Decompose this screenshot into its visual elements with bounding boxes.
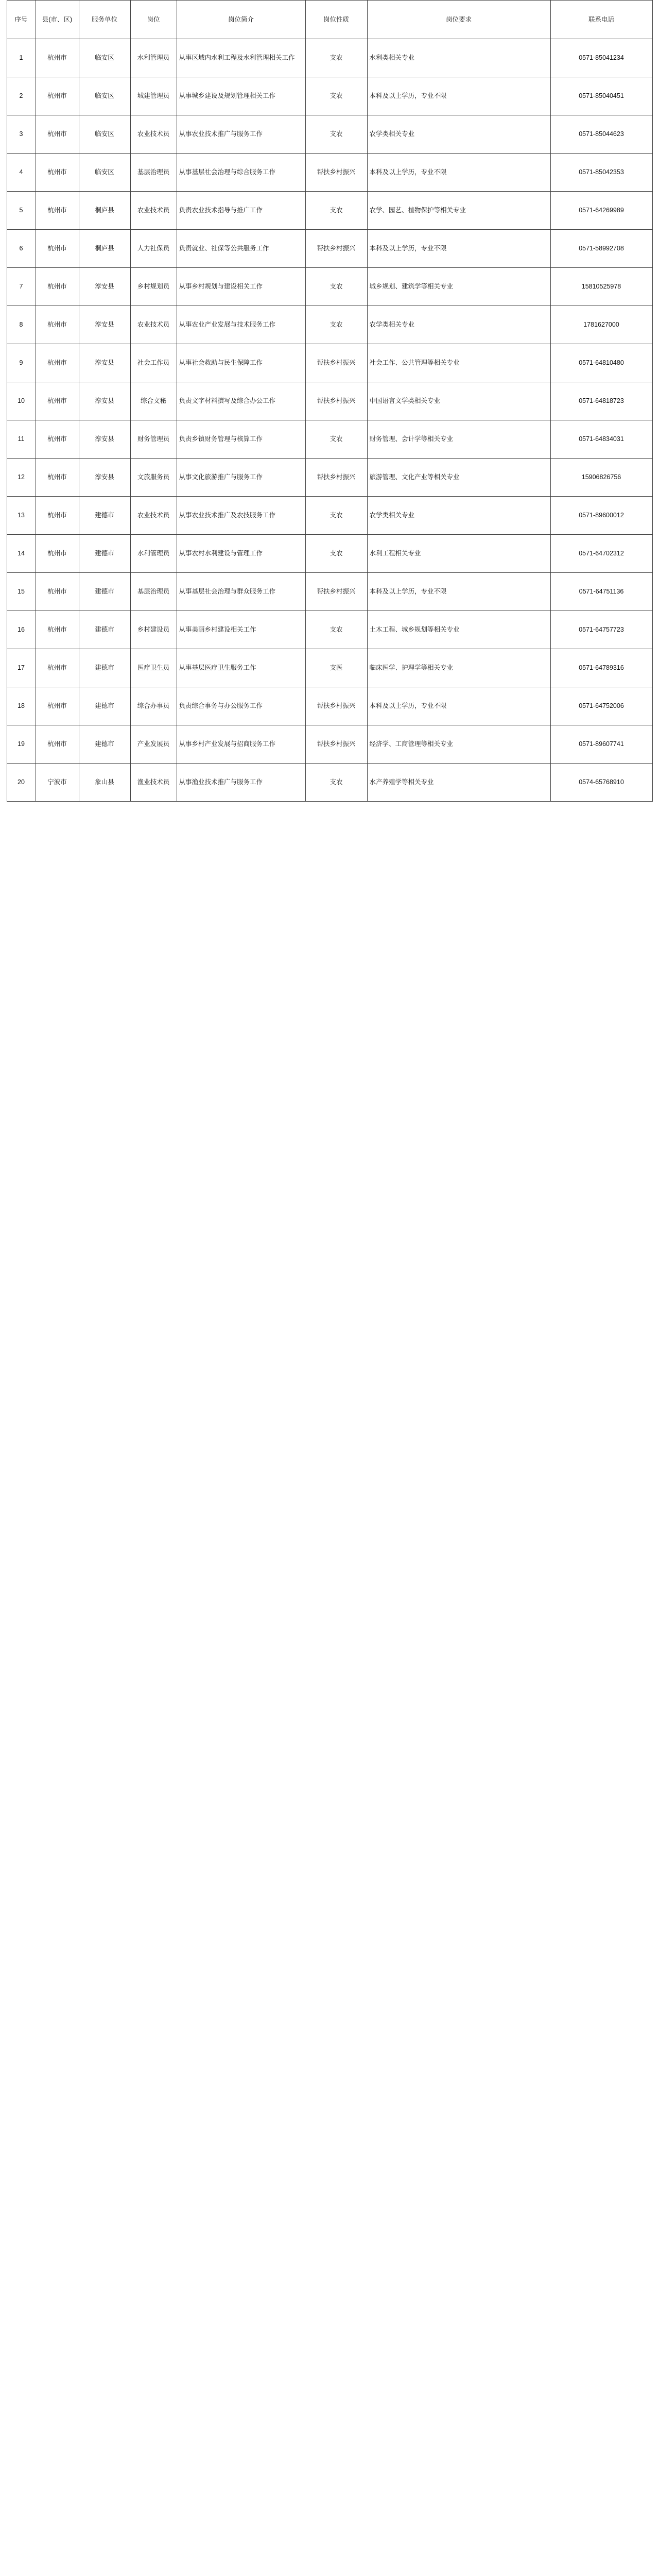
table-cell: 帮扶乡村振兴 [305, 344, 367, 382]
table-cell: 土木工程、城乡规划等相关专业 [367, 611, 550, 649]
table-cell: 农学类相关专业 [367, 497, 550, 535]
table-cell: 0571-89607741 [550, 725, 652, 764]
table-cell: 基层治理员 [130, 154, 177, 192]
table-cell: 水利管理员 [130, 535, 177, 573]
table-cell: 0571-64818723 [550, 382, 652, 420]
table-cell: 淳安县 [79, 382, 130, 420]
table-cell: 建德市 [79, 649, 130, 687]
table-cell: 杭州市 [36, 687, 79, 725]
table-cell: 建德市 [79, 611, 130, 649]
table-cell: 农业技术员 [130, 192, 177, 230]
table-cell: 建德市 [79, 687, 130, 725]
table-cell: 0571-85042353 [550, 154, 652, 192]
table-cell: 1781627000 [550, 306, 652, 344]
table-cell: 12 [7, 459, 36, 497]
table-cell: 宁波市 [36, 764, 79, 802]
table-cell: 从事农业技术推广及农技服务工作 [177, 497, 305, 535]
table-cell: 人力社保员 [130, 230, 177, 268]
table-cell: 水利管理员 [130, 39, 177, 77]
header-cell: 岗位要求 [367, 1, 550, 39]
table-cell: 0571-58992708 [550, 230, 652, 268]
table-cell: 农学类相关专业 [367, 115, 550, 154]
table-cell: 从事基层社会治理与群众服务工作 [177, 573, 305, 611]
table-cell: 帮扶乡村振兴 [305, 154, 367, 192]
table-cell: 负责综合事务与办公服务工作 [177, 687, 305, 725]
table-cell: 帮扶乡村振兴 [305, 687, 367, 725]
header-cell: 岗位简介 [177, 1, 305, 39]
table-cell: 建德市 [79, 725, 130, 764]
table-cell: 从事农业产业发展与技术服务工作 [177, 306, 305, 344]
table-cell: 产业发展员 [130, 725, 177, 764]
table-cell: 杭州市 [36, 459, 79, 497]
table-row [7, 611, 652, 649]
table-row [7, 420, 652, 459]
table-cell: 医疗卫生员 [130, 649, 177, 687]
table-cell: 支农 [305, 497, 367, 535]
table-cell: 从事渔业技术推广与服务工作 [177, 764, 305, 802]
table-row [7, 39, 652, 77]
table-cell: 支农 [305, 192, 367, 230]
table-cell: 杭州市 [36, 154, 79, 192]
table-cell: 支农 [305, 115, 367, 154]
table-row [7, 192, 652, 230]
table-cell: 乡村建设员 [130, 611, 177, 649]
table-row [7, 154, 652, 192]
table-cell: 农学、园艺、植物保护等相关专业 [367, 192, 550, 230]
table-cell: 7 [7, 268, 36, 306]
table-cell: 淳安县 [79, 420, 130, 459]
table-cell: 从事社会救助与民生保障工作 [177, 344, 305, 382]
header-cell: 服务单位 [79, 1, 130, 39]
table-cell: 0571-85041234 [550, 39, 652, 77]
table-cell: 支农 [305, 306, 367, 344]
table-cell: 杭州市 [36, 115, 79, 154]
header-cell: 县(市、区) [36, 1, 79, 39]
table-cell: 帮扶乡村振兴 [305, 573, 367, 611]
header-row [7, 1, 652, 39]
table-cell: 杭州市 [36, 39, 79, 77]
table-cell: 0571-64757723 [550, 611, 652, 649]
table-cell: 杭州市 [36, 268, 79, 306]
table-cell: 负责农业技术指导与推广工作 [177, 192, 305, 230]
table-cell: 0571-64702312 [550, 535, 652, 573]
table-cell: 杭州市 [36, 573, 79, 611]
table-cell: 本科及以上学历，专业不限 [367, 230, 550, 268]
table-cell: 杭州市 [36, 306, 79, 344]
table-cell: 基层治理员 [130, 573, 177, 611]
table-cell: 负责乡镇财务管理与核算工作 [177, 420, 305, 459]
table-cell: 支农 [305, 420, 367, 459]
table-cell: 14 [7, 535, 36, 573]
table-cell: 杭州市 [36, 420, 79, 459]
table-cell: 0571-89600012 [550, 497, 652, 535]
table-cell: 象山县 [79, 764, 130, 802]
table-cell: 本科及以上学历，专业不限 [367, 573, 550, 611]
table-cell: 从事乡村产业发展与招商服务工作 [177, 725, 305, 764]
table-cell: 从事文化旅游推广与服务工作 [177, 459, 305, 497]
table-cell: 建德市 [79, 497, 130, 535]
table-cell: 0571-64789316 [550, 649, 652, 687]
table-cell: 从事农村水利建设与管理工作 [177, 535, 305, 573]
table-cell: 水利工程相关专业 [367, 535, 550, 573]
table-cell: 社会工作、公共管理等相关专业 [367, 344, 550, 382]
table-cell: 从事基层医疗卫生服务工作 [177, 649, 305, 687]
table-row [7, 687, 652, 725]
table-cell: 杭州市 [36, 649, 79, 687]
table-cell: 桐庐县 [79, 230, 130, 268]
table-cell: 乡村规划员 [130, 268, 177, 306]
table-cell: 0571-64834031 [550, 420, 652, 459]
table-cell: 8 [7, 306, 36, 344]
table-cell: 从事美丽乡村建设相关工作 [177, 611, 305, 649]
table-cell: 建德市 [79, 535, 130, 573]
table-cell: 旅游管理、文化产业等相关专业 [367, 459, 550, 497]
table-cell: 13 [7, 497, 36, 535]
table-cell: 从事区域内水利工程及水利管理相关工作 [177, 39, 305, 77]
table-cell: 0571-64810480 [550, 344, 652, 382]
table-cell: 0571-64269989 [550, 192, 652, 230]
table-cell: 水利类相关专业 [367, 39, 550, 77]
table-cell: 19 [7, 725, 36, 764]
table-cell: 淳安县 [79, 344, 130, 382]
table-cell: 杭州市 [36, 382, 79, 420]
table-cell: 杭州市 [36, 230, 79, 268]
table-cell: 5 [7, 192, 36, 230]
table-cell: 0571-85044623 [550, 115, 652, 154]
table-cell: 6 [7, 230, 36, 268]
table-cell: 从事基层社会治理与综合服务工作 [177, 154, 305, 192]
table-cell: 本科及以上学历，专业不限 [367, 687, 550, 725]
table-row [7, 268, 652, 306]
table-cell: 支农 [305, 611, 367, 649]
table-cell: 社会工作员 [130, 344, 177, 382]
table-row [7, 764, 652, 802]
table-cell: 临安区 [79, 77, 130, 115]
table-cell: 城建管理员 [130, 77, 177, 115]
table-cell: 杭州市 [36, 344, 79, 382]
table-cell: 淳安县 [79, 306, 130, 344]
table-cell: 支农 [305, 77, 367, 115]
table-cell: 18 [7, 687, 36, 725]
table-cell: 10 [7, 382, 36, 420]
table-cell: 15810525978 [550, 268, 652, 306]
table-row [7, 573, 652, 611]
table-cell: 渔业技术员 [130, 764, 177, 802]
table-cell: 从事乡村规划与建设相关工作 [177, 268, 305, 306]
table-cell: 农学类相关专业 [367, 306, 550, 344]
table-cell: 支农 [305, 535, 367, 573]
table-cell: 3 [7, 115, 36, 154]
table-cell: 综合文秘 [130, 382, 177, 420]
recruitment-table [7, 0, 653, 802]
table-cell: 帮扶乡村振兴 [305, 459, 367, 497]
table-row [7, 535, 652, 573]
table-cell: 杭州市 [36, 497, 79, 535]
table-cell: 临安区 [79, 115, 130, 154]
table-cell: 城乡规划、建筑学等相关专业 [367, 268, 550, 306]
table-cell: 负责就业、社保等公共服务工作 [177, 230, 305, 268]
table-row [7, 382, 652, 420]
table-cell: 临床医学、护理学等相关专业 [367, 649, 550, 687]
table-cell: 杭州市 [36, 725, 79, 764]
table-cell: 支医 [305, 649, 367, 687]
table-cell: 支农 [305, 764, 367, 802]
table-cell: 20 [7, 764, 36, 802]
table-cell: 综合办事员 [130, 687, 177, 725]
table-cell: 农业技术员 [130, 306, 177, 344]
table-cell: 15 [7, 573, 36, 611]
table-cell: 杭州市 [36, 611, 79, 649]
table-row [7, 649, 652, 687]
table-cell: 淳安县 [79, 268, 130, 306]
table-cell: 帮扶乡村振兴 [305, 382, 367, 420]
table-row [7, 344, 652, 382]
table-row [7, 77, 652, 115]
table-row [7, 725, 652, 764]
table-cell: 1 [7, 39, 36, 77]
table-cell: 11 [7, 420, 36, 459]
table-cell: 从事城乡建设及规划管理相关工作 [177, 77, 305, 115]
table-cell: 文旅服务员 [130, 459, 177, 497]
table-cell: 桐庐县 [79, 192, 130, 230]
header-cell: 岗位性质 [305, 1, 367, 39]
table-cell: 0571-64751136 [550, 573, 652, 611]
table-row [7, 306, 652, 344]
table-cell: 支农 [305, 39, 367, 77]
table-cell: 16 [7, 611, 36, 649]
table-cell: 经济学、工商管理等相关专业 [367, 725, 550, 764]
table-cell: 9 [7, 344, 36, 382]
table-cell: 淳安县 [79, 459, 130, 497]
table-cell: 杭州市 [36, 192, 79, 230]
table-cell: 从事农业技术推广与服务工作 [177, 115, 305, 154]
header-cell: 联系电话 [550, 1, 652, 39]
table-cell: 15906826756 [550, 459, 652, 497]
table-cell: 0574-65768910 [550, 764, 652, 802]
table-row [7, 115, 652, 154]
table-cell: 2 [7, 77, 36, 115]
table-cell: 财务管理员 [130, 420, 177, 459]
table-cell: 本科及以上学历，专业不限 [367, 77, 550, 115]
table-cell: 4 [7, 154, 36, 192]
table-cell: 农业技术员 [130, 497, 177, 535]
table-cell: 建德市 [79, 573, 130, 611]
header-cell: 序号 [7, 1, 36, 39]
table-cell: 杭州市 [36, 535, 79, 573]
table-cell: 水产养殖学等相关专业 [367, 764, 550, 802]
table-cell: 帮扶乡村振兴 [305, 725, 367, 764]
table-row [7, 230, 652, 268]
table-cell: 17 [7, 649, 36, 687]
table-cell: 支农 [305, 268, 367, 306]
header-cell: 岗位 [130, 1, 177, 39]
table-cell: 帮扶乡村振兴 [305, 230, 367, 268]
table-cell: 0571-85040451 [550, 77, 652, 115]
table-cell: 负责文字材料撰写及综合办公工作 [177, 382, 305, 420]
table-cell: 临安区 [79, 39, 130, 77]
table-cell: 财务管理、会计学等相关专业 [367, 420, 550, 459]
table-row [7, 459, 652, 497]
table-cell: 本科及以上学历，专业不限 [367, 154, 550, 192]
table-cell: 0571-64752006 [550, 687, 652, 725]
table-cell: 中国语言文学类相关专业 [367, 382, 550, 420]
table-cell: 临安区 [79, 154, 130, 192]
table-row [7, 497, 652, 535]
table-cell: 农业技术员 [130, 115, 177, 154]
table-cell: 杭州市 [36, 77, 79, 115]
